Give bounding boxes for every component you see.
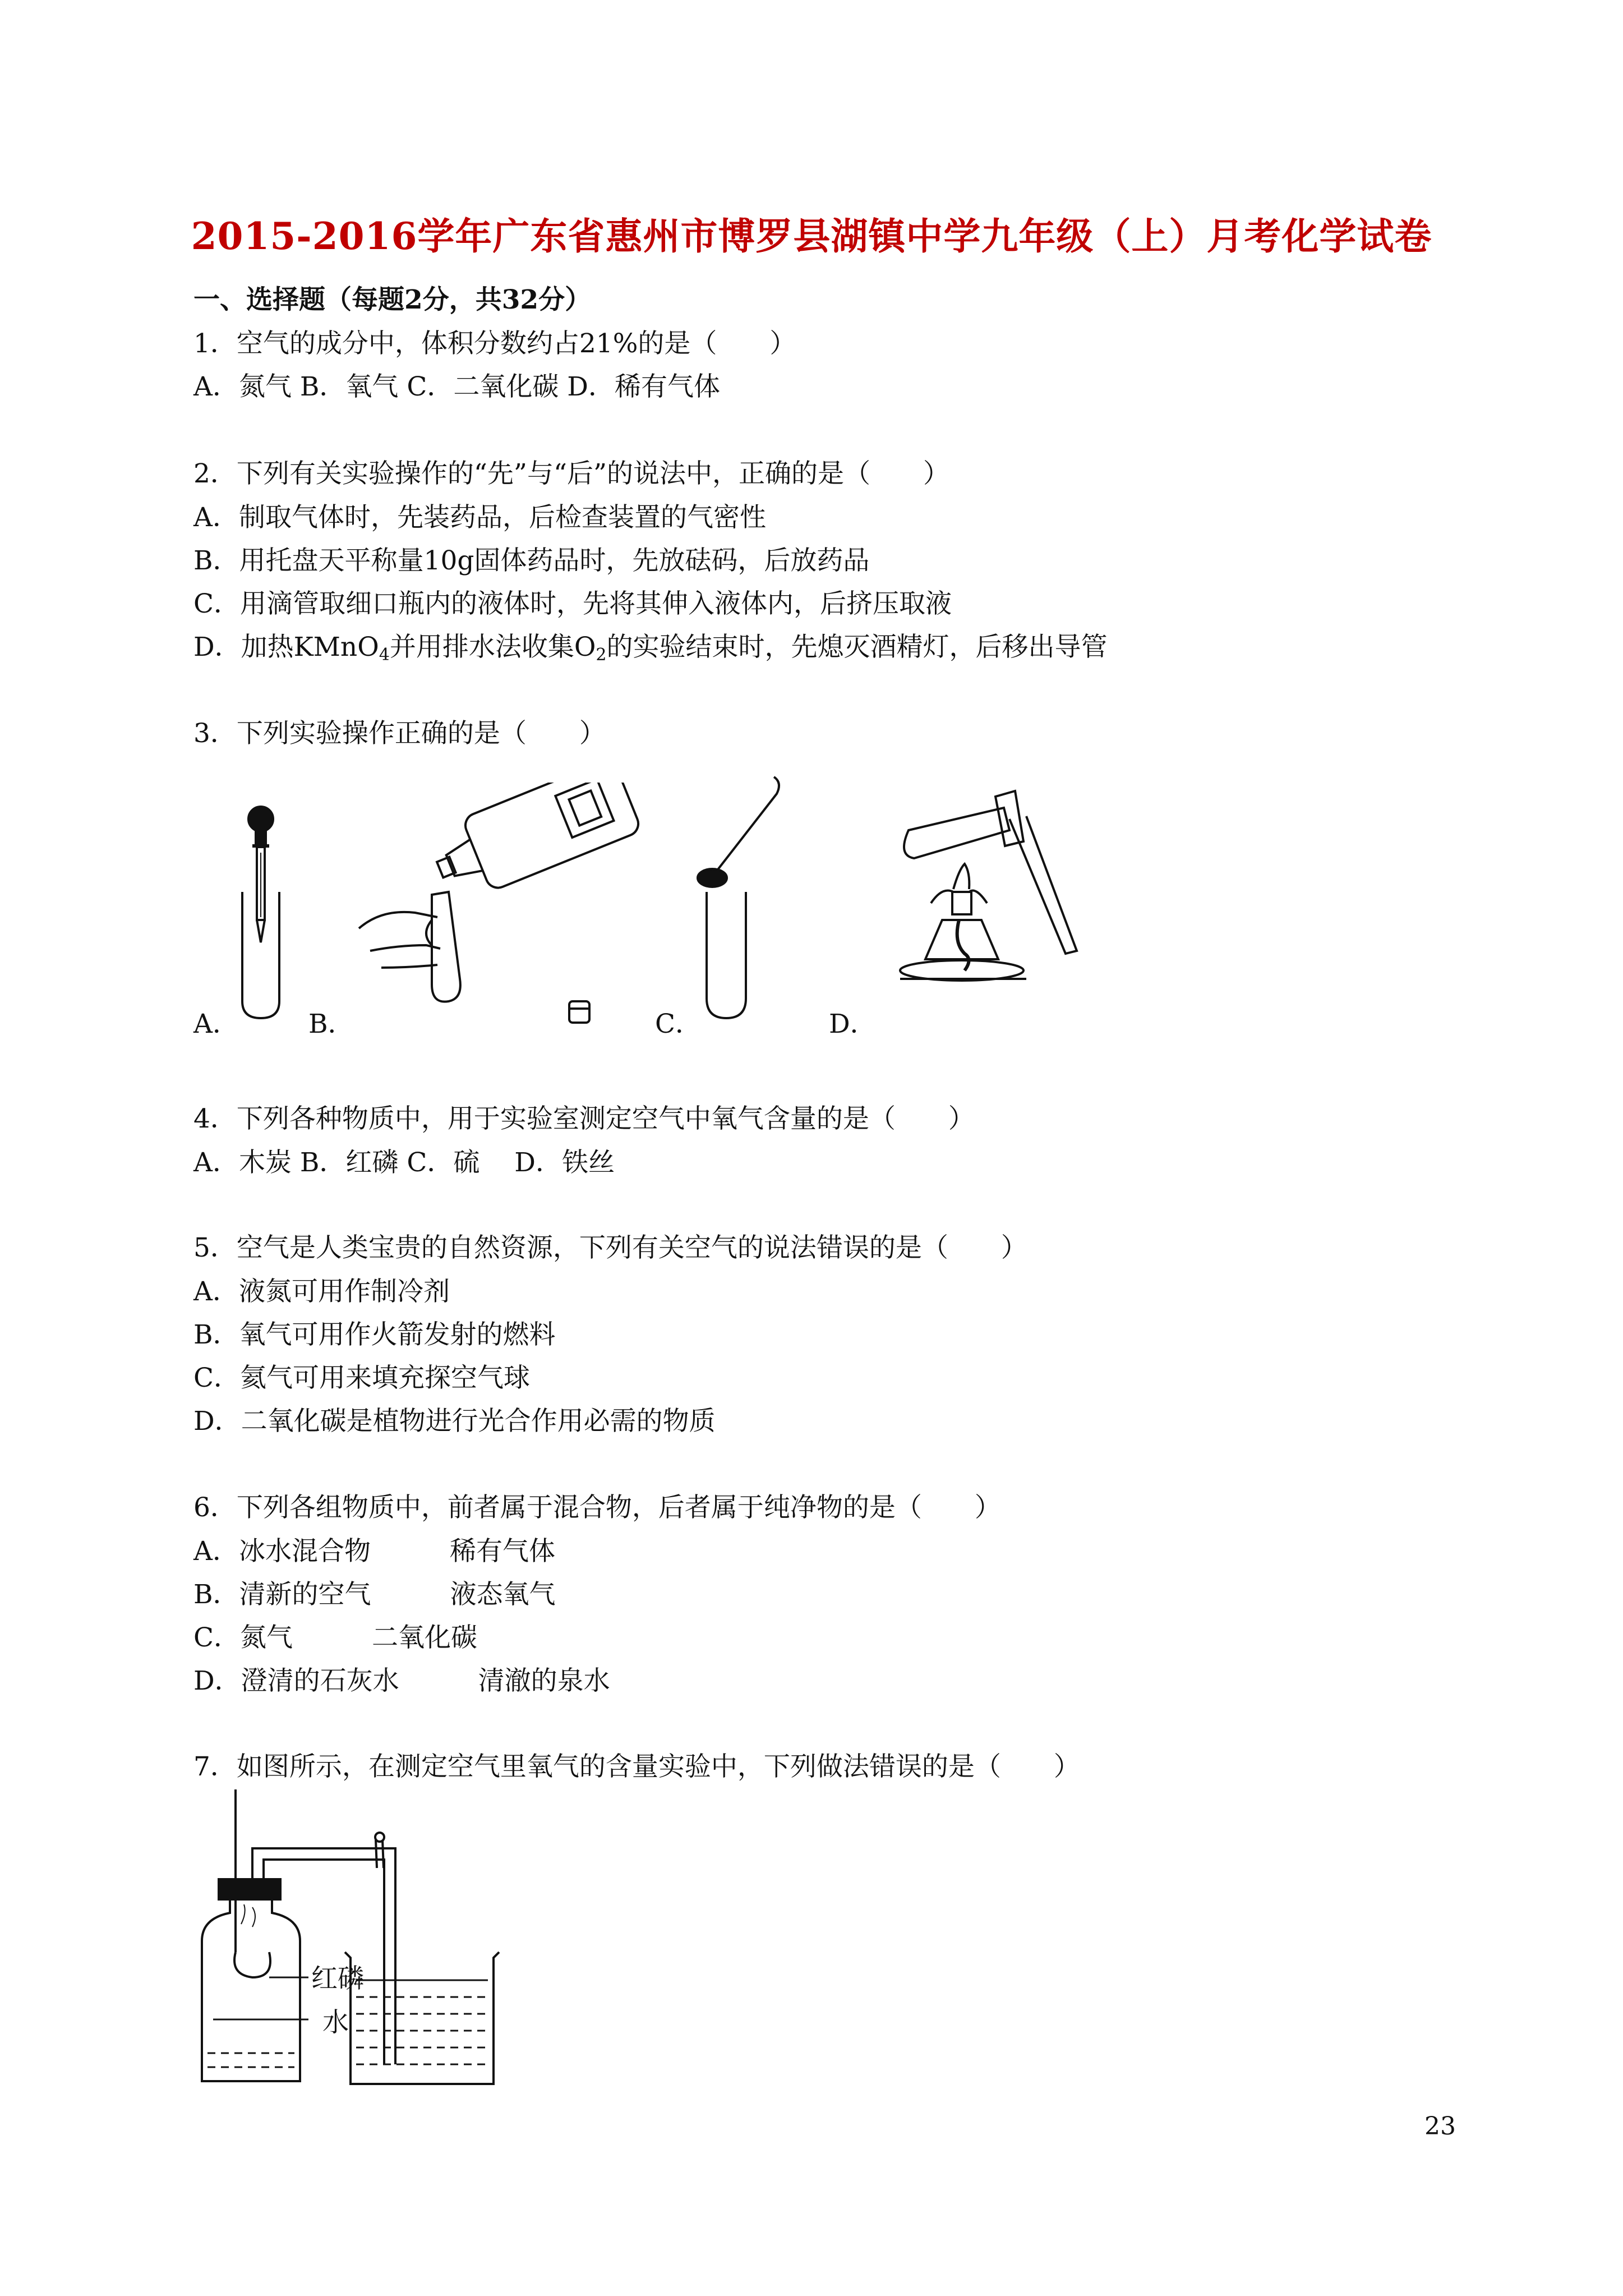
- q7-stem: 7．如图所示，在测定空气里氧气的含量实验中，下列做法错误的是（ ）: [193, 1751, 1080, 1782]
- q6-option-a: A．冰水混合物 稀有气体: [193, 1536, 555, 1567]
- q1-stem: 1．空气的成分中，体积分数约占21%的是（ ）: [193, 328, 796, 359]
- q2-option-d: D．加热KMnO$_4$并用排水法收集$O_2$的实验结束时，先熄灭酒精灯，后移出导管: [193, 632, 1108, 665]
- q6-option-d: D．澄清的石灰水 清澈的泉水: [193, 1665, 610, 1696]
- q6-stem: 6．下列各组物质中，前者属于混合物，后者属于纯净物的是（ ）: [193, 1492, 1001, 1523]
- q4-options: A．木炭 B．红磷 C．硫 D．铁丝: [193, 1147, 615, 1178]
- q3-label-c: C．: [655, 1009, 702, 1039]
- q7-figure-apparatus: [196, 1784, 510, 2090]
- q2-stem: 2．下列有关实验操作的“先”与“后”的说法中，正确的是（ ）: [193, 458, 950, 489]
- q3-label-b: B．: [308, 1009, 354, 1039]
- q7-label-water: 水: [322, 2007, 349, 2038]
- q3-label-a: A．: [193, 1009, 239, 1039]
- q3-figure-a-dropper: [230, 802, 292, 1027]
- q3-label-d: D．: [829, 1009, 877, 1039]
- q2-option-c: C．用滴管取细口瓶内的液体时，先将其伸入液体内，后挤压取液: [193, 588, 952, 619]
- section-heading: 一、选择题（每题2分，共32分）: [193, 284, 592, 315]
- q5-option-b: B．氧气可用作火箭发射的燃料: [193, 1319, 556, 1350]
- q3-figure-d-heating: [875, 785, 1138, 1021]
- q3-stem: 3．下列实验操作正确的是（ ）: [193, 718, 606, 749]
- q2-option-b: B．用托盘天平称量10g固体药品时，先放砝码，后放药品: [193, 545, 870, 576]
- q7-label-phosphorus: 红磷: [311, 1963, 364, 1994]
- q6-option-c: C．氮气 二氧化碳: [193, 1622, 477, 1653]
- q3-figure-b-pouring: [348, 783, 662, 1029]
- q5-option-c: C．氦气可用来填充探空气球: [193, 1363, 530, 1393]
- page-title: 2015-2016学年广东省惠州市博罗县湖镇中学九年级（上）月考化学试卷: [191, 214, 1432, 258]
- q6-option-b: B．清新的空气 液态氧气: [193, 1579, 556, 1610]
- q2-option-a: A．制取气体时，先装药品，后检查装置的气密性: [193, 502, 766, 533]
- q3-figure-c-spoon: [684, 771, 785, 1024]
- q5-option-d: D．二氧化碳是植物进行光合作用必需的物质: [193, 1406, 716, 1437]
- q5-stem: 5．空气是人类宝贵的自然资源，下列有关空气的说法错误的是（ ）: [193, 1232, 1027, 1263]
- q1-options: A．氮气 B．氧气 C．二氧化碳 D．稀有气体: [193, 371, 720, 402]
- page-number: 23: [1424, 2112, 1456, 2141]
- q4-stem: 4．下列各种物质中，用于实验室测定空气中氧气含量的是（ ）: [193, 1103, 975, 1134]
- q5-option-a: A．液氮可用作制冷剂: [193, 1276, 450, 1307]
